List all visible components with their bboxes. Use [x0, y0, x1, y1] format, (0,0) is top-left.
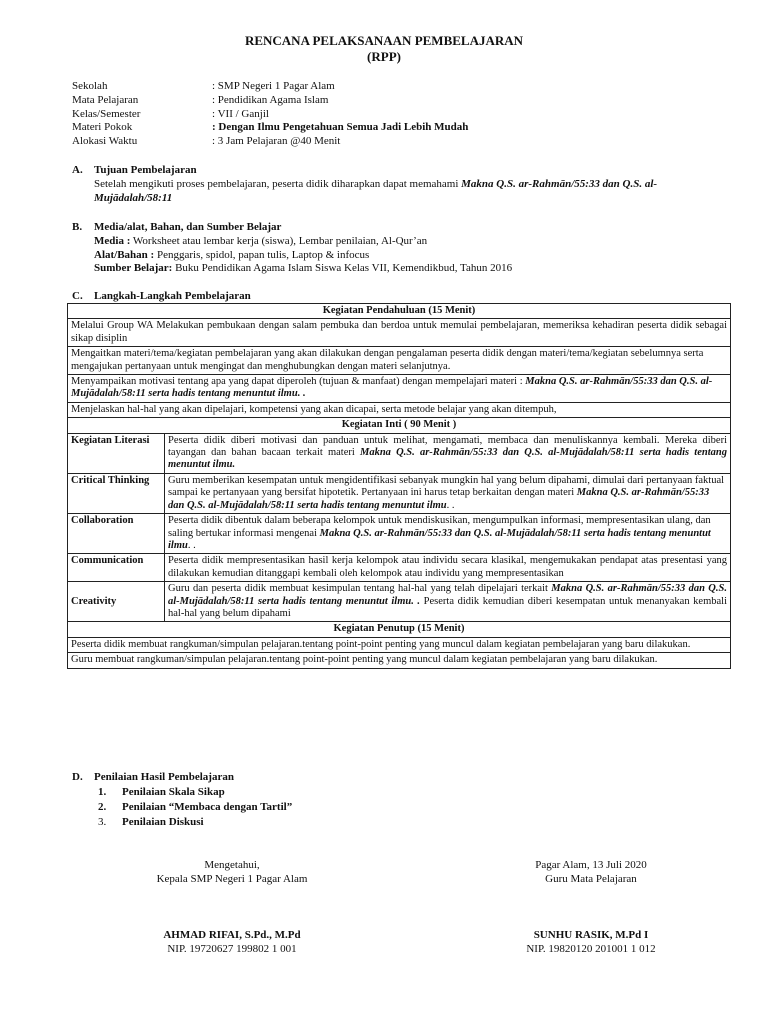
- row-text: Menyampaikan motivasi tentang apa yang dapat diperoleh (tujuan & manfaat) dengan mempelajari materi :: [71, 376, 526, 388]
- row-text: Guru dan peserta didik membuat kesimpulan tentang hal-hal yang telah dipelajari terkait: [168, 583, 552, 595]
- signature-right-header: [486, 858, 696, 886]
- section-heading: [72, 164, 722, 178]
- section-title: Penilaian Hasil Pembelajaran: [94, 771, 234, 783]
- section-b: [72, 221, 722, 276]
- item-number: 3.: [98, 816, 107, 828]
- signature-right-line2: Guru Mata Pelajaran: [545, 873, 637, 885]
- signature-left-name: AHMAD RIFAI, S.Pd., M.Pd: [163, 929, 301, 941]
- sumber-label: Sumber Belajar:: [94, 262, 173, 275]
- table-row: [68, 402, 731, 417]
- info-row-time: [72, 135, 712, 149]
- info-value: : SMP Negeri 1 Pagar Alam: [212, 80, 335, 92]
- signature-right-line1: Pagar Alam, 13 Juli 2020: [535, 859, 647, 871]
- assessment-item: [72, 785, 572, 800]
- info-label: Sekolah: [72, 80, 108, 92]
- row-text: Peserta didik membuat rangkuman/simpulan pelajaran.tentang point-point penting yang muncul dalam kegiatan pembelajaran yang baru dilakukan.: [71, 638, 691, 650]
- section-title: Media/alat, Bahan, dan Sumber Belajar: [94, 221, 282, 233]
- info-value: : 3 Jam Pelajaran @40 Menit: [212, 135, 341, 148]
- objective-text: Setelah mengikuti proses pembelajaran, peserta didik diharapkan dapat memahami: [94, 177, 462, 190]
- table-row: [68, 514, 731, 554]
- alat-line: [72, 249, 722, 263]
- item-number: 2.: [98, 801, 107, 813]
- table-row: [68, 319, 731, 347]
- activity-description: [165, 554, 731, 582]
- row-tail: . .: [187, 539, 196, 551]
- section-letter: A.: [72, 164, 83, 176]
- sumber-line: [72, 262, 722, 276]
- row-text: Melalui Group WA Melakukan pembukaan dengan salam pembuka dan berdoa untuk memulai pembelajaran, memeriksa kehadiran peserta didik sebagai sikap disiplin: [71, 320, 727, 344]
- activity-description: [165, 514, 731, 554]
- table-head-inti: Kegiatan Inti ( 90 Menit ): [68, 418, 731, 433]
- info-label: Kelas/Semester: [72, 107, 141, 120]
- info-label: Mata Pelajaran: [72, 93, 139, 106]
- info-label: Materi Pokok: [72, 121, 133, 134]
- row-text: Menjelaskan hal-hal yang akan dipelajari, kompetensi yang akan dicapai, serta metode belajar yang akan ditempuh,: [71, 403, 557, 415]
- table-row: [68, 347, 731, 375]
- table-row: [68, 473, 731, 513]
- row-reference: Makna Q.S. ar-Rahmān/55:33 dan Q.S. al-Mujādalah/58:11 serta hadis tentang menuntut ilmu: [168, 487, 710, 511]
- activity-description: [165, 473, 731, 513]
- signature-right-block: [486, 928, 696, 956]
- alat-value: Penggaris, spidol, papan tulis, Laptop & infocus: [154, 248, 370, 261]
- document-subtitle: (RPP): [367, 49, 401, 64]
- info-label: Alokasi Waktu: [72, 135, 138, 148]
- section-d: [72, 770, 572, 830]
- info-row-topic: [72, 121, 712, 135]
- media-label: Media :: [94, 234, 131, 247]
- signature-left-header: [132, 858, 332, 886]
- table-row: [68, 653, 731, 668]
- section-letter: D.: [72, 771, 83, 783]
- section-title: Tujuan Pembelajaran: [94, 164, 197, 176]
- row-text: Peserta didik dibentuk dalam beberapa kelompok untuk mendiskusikan, mengumpulkan informasi, mempresentasikan ulang, dan saling bertukar informasi mengenai: [168, 515, 711, 539]
- signature-left-line1: Mengetahui,: [204, 859, 260, 871]
- sumber-value: Buku Pendidikan Agama Islam Siswa Kelas VII, Kemendikbud, Tahun 2016: [172, 262, 513, 275]
- signature-right-nip: NIP. 19820120 201001 1 012: [526, 943, 656, 955]
- info-value: : Dengan Ilmu Pengetahuan Semua Jadi Lebih Mudah: [212, 121, 469, 134]
- activity-label: Communication: [68, 554, 165, 582]
- activity-label: Critical Thinking: [68, 473, 165, 513]
- signature-left-nip: NIP. 19720627 199802 1 001: [167, 943, 297, 955]
- media-line: [72, 235, 722, 249]
- row-text: Peserta didik diberi motivasi dan panduan untuk melihat, mengamati, membaca dan menuliskannya kembali. Mereka diberi tayangan dan bahan bacaan terkait materi: [168, 434, 727, 459]
- section-letter: C.: [72, 290, 83, 302]
- section-a-body: [72, 178, 722, 206]
- info-row-school: [72, 80, 712, 94]
- section-heading: [72, 221, 722, 235]
- table-head-pendahuluan: Kegiatan Pendahuluan (15 Menit): [68, 304, 731, 319]
- info-row-class: [72, 108, 712, 122]
- activity-description: [165, 582, 731, 622]
- item-text: Penilaian Skala Sikap: [122, 786, 225, 798]
- activity-label: Creativity: [68, 582, 165, 622]
- item-text: Penilaian Diskusi: [122, 816, 204, 828]
- table-row: [68, 637, 731, 652]
- row-text: Guru memberikan kesempatan untuk mengidentifikasi sebanyak mungkin hal yang belum dipahami, dimulai dari pertanyaan faktual sampai ke pertanyaan yang bersifat hipotetik. Pertanyaan ini harus tetap berkaitan dengan materi: [168, 474, 725, 499]
- info-value: : Pendidikan Agama Islam: [212, 93, 329, 106]
- assessment-item: [72, 800, 572, 815]
- media-value: Worksheet atau lembar kerja (siswa), Lembar penilaian, Al-Qur’an: [130, 234, 428, 247]
- section-c: [72, 290, 722, 304]
- row-reference: Makna Q.S. ar-Rahmān/55:33 dan Q.S. al-Mujādalah/58:11 serta hadis tentang menuntut ilmu.: [168, 447, 727, 471]
- identity-block: [72, 80, 712, 149]
- learning-steps-table: [67, 303, 731, 669]
- table-row: [68, 433, 731, 473]
- table-row: [68, 554, 731, 582]
- info-value: : VII / Ganjil: [212, 107, 269, 120]
- row-text: Peserta didik mempresentasikan hasil kerja kelompok atau individu secara klasikal, mengemukakan pendapat atas presentasi yang dilakukan kemudian ditanggapi kembali oleh kelompok atau individu yang mempresentasikan: [168, 555, 727, 579]
- table-row: [68, 582, 731, 622]
- row-reference: Makna Q.S. ar-Rahmān/55:33 dan Q.S. al-Mujādalah/58:11 serta hadis tentang menuntut ilmu. .: [168, 583, 727, 607]
- row-reference: Makna Q.S. ar-Rahmān/55:33 dan Q.S. al-Mujādalah/58:11 serta hadis tentang menuntut ilmu. .: [71, 376, 713, 400]
- row-tail: . .: [446, 499, 455, 511]
- signature-right-name: SUNHU RASIK, M.Pd I: [533, 929, 649, 941]
- section-heading: [72, 290, 722, 304]
- assessment-item: [72, 815, 572, 830]
- activity-description: [165, 433, 731, 473]
- section-letter: B.: [72, 221, 83, 233]
- document-title: RENCANA PELAKSANAAN PEMBELAJARAN: [244, 33, 524, 48]
- table-head-penutup: Kegiatan Penutup (15 Menit): [68, 622, 731, 637]
- alat-label: Alat/Bahan :: [94, 248, 155, 261]
- row-reference: Makna Q.S. ar-Rahmān/55:33 dan Q.S. al-Mujādalah/58:11 serta hadis tentang menuntut ilmu: [168, 527, 711, 551]
- table-row: [68, 375, 731, 403]
- section-a: [72, 164, 722, 205]
- row-text: Mengaitkan materi/tema/kegiatan pembelajaran yang akan dilakukan dengan pengalaman peserta didik dengan materi/tema/kegiatan sebelumnya serta mengajukan pertanyaan untuk mengingat dan menghubungkan dengan materi selanjutnya.: [71, 348, 704, 372]
- info-row-subject: [72, 94, 712, 108]
- signature-left-line2: Kepala SMP Negeri 1 Pagar Alam: [156, 873, 308, 885]
- item-text: Penilaian “Membaca dengan Tartil”: [122, 801, 293, 813]
- section-title: Langkah-Langkah Pembelajaran: [94, 290, 251, 302]
- row-text: Guru membuat rangkuman/simpulan pelajaran.tentang point-point penting yang muncul dalam kegiatan pembelajaran yang baru dilakukan.: [71, 654, 658, 666]
- row-tail: Peserta didik kemudian diberi kesempatan untuk menanyakan kembali hal-hal yang belum dipahami: [168, 595, 727, 619]
- activity-label: Kegiatan Literasi: [68, 433, 165, 473]
- item-number: 1.: [98, 786, 107, 798]
- objective-reference: Makna Q.S. ar-Rahmān/55:33 dan Q.S. al-Mujādalah/58:11: [94, 177, 658, 204]
- activity-label: Collaboration: [68, 514, 165, 554]
- section-heading: [72, 770, 572, 785]
- signature-left-block: [132, 928, 332, 956]
